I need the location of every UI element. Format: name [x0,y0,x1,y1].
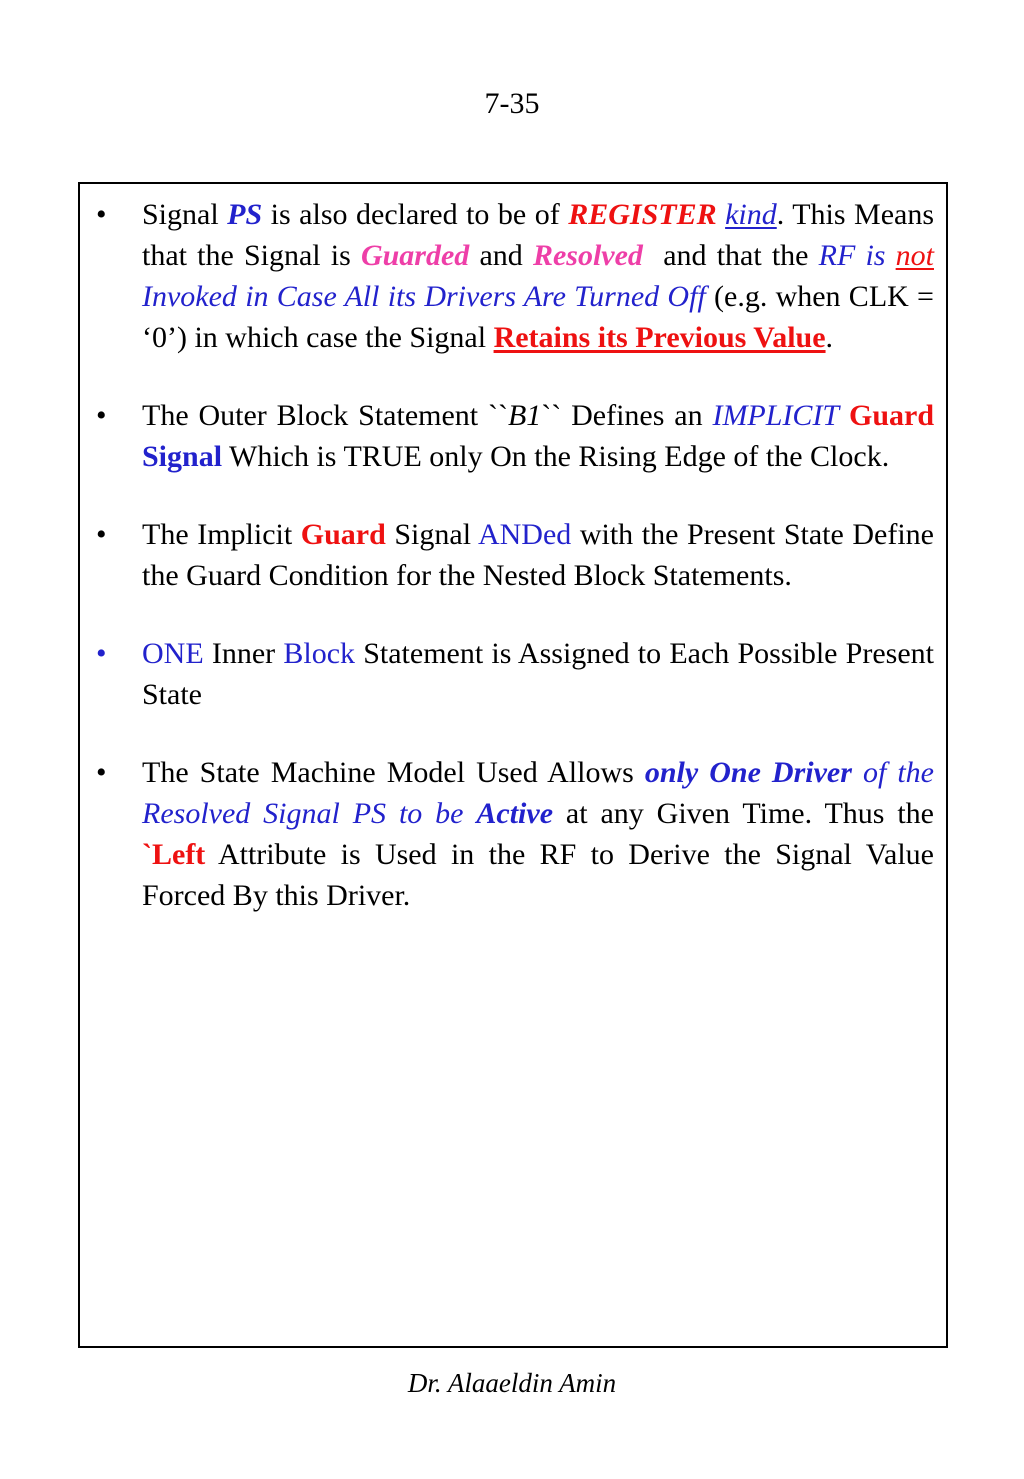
text-segment: Retains its Previous Value [493,321,826,354]
text-segment: PS [227,198,263,231]
text-segment: The Outer Block Statement `` [142,399,508,432]
text-segment [717,198,726,231]
text-segment: ONE [142,637,204,670]
text-segment: of the Resolved Signal PS to be [142,756,934,830]
text-segment: Invoked in Case All its Drivers Are Turned Off [142,280,706,313]
text-segment: IMPLICIT [712,399,840,432]
text-segment: `` Defines an [541,399,713,432]
page-number: 7-35 [484,87,540,120]
text-segment: Guard [848,399,935,432]
text-segment: The Implicit [142,518,301,551]
text-segment: Statement is Assigned to Each Possible Present State [142,637,934,711]
bullet-list [80,194,946,916]
text-segment: The State Machine Model Used Allows [142,756,645,789]
text-segment: Signal [142,440,223,473]
bullet-text [142,633,934,715]
text-segment: . This Means that the Signal is [142,198,935,272]
text-segment: Attribute is Used in the RF to Derive the Signal Value Forced By this Driver. [142,838,934,912]
bullet-text [142,395,934,477]
text-segment: Signal [142,198,228,231]
text-segment: Inner [203,637,284,670]
text-segment: at any Given Time. Thus the [553,797,934,830]
bullet-icon: • [96,399,107,432]
text-segment: with the Present State Define the Guard Condition for the Nested Block Statements. [142,518,935,592]
text-segment: RF is [818,239,896,272]
text-segment: B1 [507,399,542,432]
text-segment: Block [283,637,356,670]
footer-author: Dr. Alaaeldin Amin [407,1368,617,1398]
text-segment: ANDed [477,518,572,551]
bullet-item [80,395,946,477]
text-segment: . [825,321,834,354]
text-segment: not [895,239,934,272]
bullet-icon: • [96,198,107,231]
bullet-icon: • [96,637,107,670]
text-segment: and that the [642,239,819,272]
content-box [78,182,948,1348]
bullet-text [142,194,934,358]
bullet-text [142,514,934,596]
text-segment: REGISTER [568,198,717,231]
text-segment: is also declared to be of [262,198,569,231]
bullet-text [142,752,934,916]
text-segment: and [469,239,533,272]
text-segment: Guard [300,518,386,551]
text-segment: Guarded [360,239,470,272]
bullet-icon: • [96,756,107,789]
bullet-item [80,633,946,715]
text-segment: (e.g. when CLK = ‘0’) in which case the Signal [142,280,934,354]
text-segment: only One Driver [644,756,852,789]
bullet-icon: • [96,518,107,551]
bullet-item [80,752,946,916]
bullet-item [80,194,946,358]
text-segment: Which is TRUE only On the Rising Edge of the Clock. [222,440,890,473]
text-segment: Active [476,797,554,830]
text-segment [839,399,849,432]
text-segment: kind [725,198,777,231]
bullet-item [80,514,946,596]
text-segment: Resolved [532,239,643,272]
text-segment: `Left [142,838,206,871]
text-segment: Signal [385,518,478,551]
